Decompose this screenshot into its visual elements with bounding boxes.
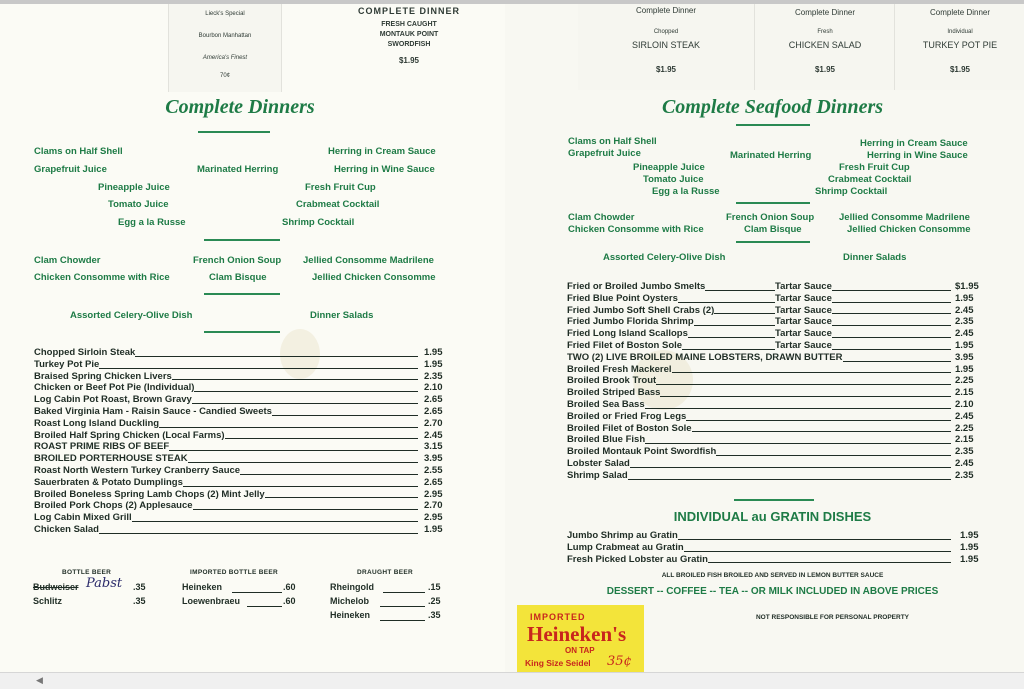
beer-schlitz-price: .35 bbox=[133, 596, 146, 606]
header-chicken-title: Complete Dinner bbox=[794, 8, 856, 17]
seafood-row-name: TWO (2) LIVE BROILED MAINE LOBSTERS, DRAWN BUTTER bbox=[567, 351, 843, 363]
app-clams: Clams on Half Shell bbox=[34, 146, 123, 157]
leader-line bbox=[247, 606, 282, 607]
dinner-salads: Dinner Salads bbox=[310, 310, 374, 321]
seafood-row-name: Fried Jumbo Soft Shell Crabs (2) bbox=[567, 304, 715, 316]
entree-row bbox=[34, 418, 450, 430]
leader-line bbox=[684, 551, 951, 552]
leader-line bbox=[272, 415, 418, 416]
seafood-row-sauce: Tartar Sauce bbox=[775, 304, 832, 316]
leader-line bbox=[686, 420, 951, 421]
apps-rule bbox=[204, 239, 280, 241]
app-marinated-herring: Marinated Herring bbox=[197, 164, 279, 175]
document-viewer bbox=[0, 4, 1024, 672]
entree-row-name: Log Cabin Pot Roast, Brown Gravy bbox=[34, 394, 192, 406]
app-egg-russe: Egg a la Russe bbox=[118, 217, 186, 228]
gratin-row bbox=[567, 530, 981, 542]
beer-heineken-draught: Heineken bbox=[330, 610, 371, 620]
seafood-row bbox=[567, 281, 981, 293]
leader-line bbox=[192, 403, 418, 404]
ad-imported: IMPORTED bbox=[530, 612, 586, 622]
app-pineapple: Pineapple Juice bbox=[633, 162, 705, 173]
entree-row-name: Broiled Half Spring Chicken (Local Farms) bbox=[34, 429, 225, 441]
entree-row-price: 2.35 bbox=[424, 370, 443, 382]
entree-row bbox=[34, 347, 450, 359]
leader-line bbox=[265, 497, 418, 498]
entree-row-name: Braised Spring Chicken Livers bbox=[34, 370, 172, 382]
header-sirloin-title: Complete Dinner bbox=[635, 6, 697, 15]
leader-line bbox=[188, 462, 418, 463]
leader-line bbox=[99, 368, 418, 369]
app-egg-russe: Egg a la Russe bbox=[652, 186, 720, 197]
entree-row-price: 2.45 bbox=[424, 429, 443, 441]
app-shrimp-cocktail: Shrimp Cocktail bbox=[282, 217, 355, 228]
app-tomato: Tomato Juice bbox=[643, 174, 704, 185]
entree-row bbox=[34, 500, 450, 512]
entree-row-name: Log Cabin Mixed Grill bbox=[34, 512, 132, 524]
leader-line bbox=[832, 290, 951, 291]
seafood-row-name: Fried Jumbo Florida Shrimp bbox=[567, 316, 694, 328]
seafood-row bbox=[567, 352, 981, 364]
seafood-row-sauce: Tartar Sauce bbox=[775, 339, 832, 351]
entree-row-price: 2.70 bbox=[424, 417, 443, 429]
beer-loewenbraeu: Loewenbraeu bbox=[182, 596, 241, 606]
entree-row-name: Chicken Salad bbox=[34, 523, 99, 535]
salads-rule bbox=[204, 331, 280, 333]
seafood-row bbox=[567, 434, 981, 446]
soup-clam-bisque: Clam Bisque bbox=[209, 272, 267, 283]
leader-line bbox=[132, 521, 418, 522]
seafood-row bbox=[567, 305, 981, 317]
beer-rheingold: Rheingold bbox=[330, 582, 374, 592]
leader-line bbox=[682, 349, 775, 350]
entree-row-price: 2.65 bbox=[424, 476, 443, 488]
entree-row-name: Turkey Pot Pie bbox=[34, 358, 100, 370]
gratin-row-name: Fresh Picked Lobster au Gratin bbox=[567, 553, 708, 565]
leader-line bbox=[194, 391, 418, 392]
soup-jellied-madrilene: Jellied Consomme Madrilene bbox=[303, 255, 434, 266]
seafood-row bbox=[567, 411, 981, 423]
header-sirloin-item: SIRLOIN STEAK bbox=[631, 40, 701, 50]
entree-row-price: 2.70 bbox=[424, 500, 443, 512]
left-section-title: Complete Dinners bbox=[165, 96, 315, 118]
beer-loewenbraeu-price: .60 bbox=[283, 596, 296, 606]
seafood-row-sauce: Tartar Sauce bbox=[775, 328, 832, 340]
soups-rule bbox=[204, 293, 280, 295]
beer-heineken-bottle-price: .60 bbox=[283, 582, 296, 592]
app-fruit-cup: Fresh Fruit Cup bbox=[305, 182, 376, 193]
header-line-1: FRESH CAUGHT bbox=[381, 21, 437, 28]
title-rule bbox=[198, 131, 270, 133]
seafood-row bbox=[567, 328, 981, 340]
imported-beer-heading: IMPORTED BOTTLE BEER bbox=[190, 569, 278, 576]
seafood-row bbox=[567, 340, 981, 352]
leader-line bbox=[694, 325, 775, 326]
seafood-row bbox=[567, 293, 981, 305]
seafood-row-name: Shrimp Salad bbox=[567, 469, 628, 481]
entree-row-price: 2.65 bbox=[424, 394, 443, 406]
ad-price: 35¢ bbox=[607, 654, 632, 669]
header-special-line-2: Bourbon Manhattan bbox=[198, 33, 252, 39]
seafood-row-price: 2.25 bbox=[955, 422, 974, 434]
beer-michelob: Michelob bbox=[330, 596, 370, 606]
soup-clam-chowder: Clam Chowder bbox=[34, 255, 101, 266]
app-crabmeat: Crabmeat Cocktail bbox=[828, 174, 912, 185]
seafood-row-price: 2.35 bbox=[955, 469, 974, 481]
entree-row-price: 3.95 bbox=[424, 453, 443, 465]
entree-row-name: Roast North Western Turkey Cranberry Sauce bbox=[34, 464, 241, 476]
beer-heineken-draught-price: .35 bbox=[428, 610, 441, 620]
soup-clam-bisque: Clam Bisque bbox=[744, 224, 802, 235]
bottle-beer-heading: BOTTLE BEER bbox=[62, 569, 112, 576]
entree-row-name: ROAST PRIME RIBS OF BEEF bbox=[34, 441, 170, 453]
seafood-row bbox=[567, 423, 981, 435]
menu-page-left bbox=[0, 4, 505, 672]
header-box-sirloin bbox=[578, 4, 755, 90]
leader-line bbox=[832, 337, 951, 338]
seafood-row-name: Broiled Montauk Point Swordfish bbox=[567, 446, 717, 458]
header-chicken-price: $1.95 bbox=[814, 65, 836, 74]
leader-line bbox=[628, 479, 951, 480]
seafood-row-name: Fried Filet of Boston Sole bbox=[567, 339, 683, 351]
header-turkey-title: Complete Dinner bbox=[929, 8, 991, 17]
seafood-row-price: 2.35 bbox=[955, 316, 974, 328]
header-box-turkey bbox=[894, 4, 1024, 90]
header-special-line-1: Lieck's Special bbox=[205, 11, 245, 17]
ad-king-size: King Size Seidel bbox=[525, 658, 591, 668]
seafood-row-name: Broiled Brook Trout bbox=[567, 375, 657, 387]
seafood-row bbox=[567, 387, 981, 399]
seafood-row-name: Fried Long Island Scallops bbox=[567, 328, 688, 340]
header-special-price: 70¢ bbox=[219, 73, 230, 79]
entree-list bbox=[34, 347, 450, 536]
leader-line bbox=[656, 384, 951, 385]
scroll-left-arrow-icon[interactable]: ◀ bbox=[36, 675, 43, 685]
leader-line bbox=[672, 372, 951, 373]
header-box-chicken bbox=[754, 4, 896, 90]
gratin-title: INDIVIDUAL au GRATIN DISHES bbox=[673, 509, 872, 524]
seafood-list bbox=[567, 281, 981, 482]
entree-row bbox=[34, 453, 450, 465]
soups-rule bbox=[736, 241, 810, 243]
leader-line bbox=[240, 474, 418, 475]
entree-row-name: Chicken or Beef Pot Pie (Individual) bbox=[34, 382, 195, 394]
entree-row-price: 2.65 bbox=[424, 405, 443, 417]
celery-olive: Assorted Celery-Olive Dish bbox=[603, 252, 726, 263]
leader-line bbox=[159, 427, 418, 428]
leader-line bbox=[383, 592, 425, 593]
seafood-row-name: Broiled Fresh Mackerel bbox=[567, 363, 672, 375]
seafood-row bbox=[567, 446, 981, 458]
seafood-row-price: 3.95 bbox=[955, 351, 974, 363]
entree-row-price: 1.95 bbox=[424, 347, 443, 358]
soup-chicken-consomme: Chicken Consomme with Rice bbox=[568, 224, 704, 235]
beer-heineken-bottle: Heineken bbox=[182, 582, 223, 592]
seafood-row bbox=[567, 458, 981, 470]
soup-clam-chowder: Clam Chowder bbox=[568, 212, 635, 223]
app-tomato: Tomato Juice bbox=[108, 199, 169, 210]
leader-line bbox=[714, 313, 775, 314]
note-dessert: DESSERT -- COFFEE -- TEA -- OR MILK INCLUDED IN ABOVE PRICES bbox=[606, 586, 939, 597]
leader-line bbox=[678, 539, 951, 540]
gratin-row-name: Jumbo Shrimp au Gratin bbox=[567, 530, 678, 541]
seafood-row-name: Broiled or Fried Frog Legs bbox=[567, 410, 687, 422]
entree-row bbox=[34, 430, 450, 442]
soup-jellied-chicken: Jellied Chicken Consomme bbox=[847, 224, 971, 235]
leader-line bbox=[172, 379, 418, 380]
entree-row-name: Broiled Pork Chops (2) Applesauce bbox=[34, 500, 193, 512]
leader-line bbox=[705, 290, 775, 291]
app-grapefruit: Grapefruit Juice bbox=[34, 164, 107, 175]
gratin-row-price: 1.95 bbox=[960, 530, 979, 541]
entree-row-price: 1.95 bbox=[424, 358, 443, 370]
seafood-row-price: 2.45 bbox=[955, 410, 974, 422]
entree-row-name: Sauerbraten & Potato Dumplings bbox=[34, 476, 183, 488]
gratin-row-price: 1.95 bbox=[960, 541, 979, 553]
seafood-row-price: 2.45 bbox=[955, 457, 974, 469]
leader-line bbox=[183, 486, 418, 487]
seafood-row-name: Broiled Filet of Boston Sole bbox=[567, 422, 692, 434]
soup-jellied-chicken: Jellied Chicken Consomme bbox=[312, 272, 436, 283]
app-crabmeat: Crabmeat Cocktail bbox=[296, 199, 380, 210]
leader-line bbox=[232, 592, 282, 593]
header-sirloin-sub: Chopped bbox=[653, 29, 679, 35]
app-herring-cream: Herring in Cream Sauce bbox=[328, 146, 436, 157]
leader-line bbox=[380, 606, 425, 607]
header-complete-dinner-box bbox=[330, 4, 488, 92]
header-special-line-3: America's Finest bbox=[202, 55, 248, 61]
header-line-3: SWORDFISH bbox=[387, 41, 431, 48]
seafood-row-price: 2.45 bbox=[955, 328, 974, 340]
leader-line bbox=[645, 443, 951, 444]
entree-row bbox=[34, 406, 450, 418]
seafood-row-name: Lobster Salad bbox=[567, 457, 630, 469]
entree-row-name: Chopped Sirloin Steak bbox=[34, 347, 136, 358]
leader-line bbox=[99, 533, 418, 534]
handwritten-pabst: Pabst bbox=[86, 576, 123, 591]
seafood-row-price: $1.95 bbox=[955, 281, 979, 292]
gratin-rule bbox=[734, 499, 814, 501]
seafood-row-name: Broiled Striped Bass bbox=[567, 387, 661, 399]
app-marinated-herring: Marinated Herring bbox=[730, 150, 812, 161]
seafood-row-price: 1.95 bbox=[955, 339, 974, 351]
leader-line bbox=[832, 302, 951, 303]
seafood-row-sauce: Tartar Sauce bbox=[775, 281, 832, 292]
header-complete-dinner-title: COMPLETE DINNER bbox=[357, 6, 460, 16]
right-section-title: Complete Seafood Dinners bbox=[661, 96, 884, 118]
gratin-row-price: 1.95 bbox=[960, 553, 979, 565]
seafood-row-price: 2.15 bbox=[955, 387, 974, 399]
app-herring-cream: Herring in Cream Sauce bbox=[860, 138, 968, 149]
gratin-row-name: Lump Crabmeat au Gratin bbox=[567, 541, 684, 553]
header-chicken-item: CHICKEN SALAD bbox=[788, 40, 862, 50]
header-turkey-price: $1.95 bbox=[949, 65, 971, 74]
seafood-row-price: 2.10 bbox=[955, 398, 974, 410]
leader-line bbox=[678, 302, 775, 303]
seafood-row-name: Fried or Broiled Jumbo Smelts bbox=[567, 281, 706, 292]
app-grapefruit: Grapefruit Juice bbox=[568, 148, 641, 159]
seafood-row-price: 2.35 bbox=[955, 446, 974, 458]
header-turkey-sub: Individual bbox=[947, 29, 973, 35]
leader-line bbox=[708, 562, 951, 563]
seafood-row-price: 2.15 bbox=[955, 434, 974, 446]
leader-line bbox=[645, 408, 951, 409]
entree-row-name: Roast Long Island Duckling bbox=[34, 417, 160, 429]
entree-row-price: 2.10 bbox=[424, 382, 443, 394]
entree-row bbox=[34, 477, 450, 489]
leader-line bbox=[832, 349, 951, 350]
gratin-row bbox=[567, 554, 981, 566]
gratin-row bbox=[567, 542, 981, 554]
header-turkey-item: TURKEY POT PIE bbox=[922, 40, 998, 50]
entree-row bbox=[34, 489, 450, 501]
celery-olive: Assorted Celery-Olive Dish bbox=[70, 310, 193, 321]
seafood-row bbox=[567, 375, 981, 387]
header-special-box bbox=[168, 4, 282, 92]
entree-row bbox=[34, 465, 450, 477]
seafood-row-sauce: Tartar Sauce bbox=[775, 316, 832, 328]
entree-row-price: 2.95 bbox=[424, 488, 443, 500]
note-responsible: NOT RESPONSIBLE FOR PERSONAL PROPERTY bbox=[755, 614, 909, 621]
beer-budweiser: Budweiser bbox=[33, 582, 79, 592]
header-price: $1.95 bbox=[398, 56, 420, 65]
app-pineapple: Pineapple Juice bbox=[98, 182, 170, 193]
header-chicken-sub: Fresh bbox=[817, 29, 833, 35]
seafood-row-name: Fried Blue Point Oysters bbox=[567, 292, 678, 304]
leader-line bbox=[193, 509, 418, 510]
beer-schlitz: Schlitz bbox=[33, 596, 63, 606]
entree-row-price: 1.95 bbox=[424, 523, 443, 535]
beer-rheingold-price: .15 bbox=[428, 582, 441, 592]
soup-french-onion: French Onion Soup bbox=[193, 255, 282, 266]
header-line-2: MONTAUK POINT bbox=[379, 31, 439, 38]
leader-line bbox=[630, 467, 951, 468]
app-herring-wine: Herring in Wine Sauce bbox=[867, 150, 968, 161]
header-sirloin-price: $1.95 bbox=[655, 65, 677, 74]
horizontal-scrollbar[interactable] bbox=[0, 672, 1024, 689]
entree-row-name: Broiled Boneless Spring Lamb Chops (2) Mint Jelly bbox=[34, 488, 265, 500]
entree-row bbox=[34, 441, 450, 453]
leader-line bbox=[692, 431, 951, 432]
app-shrimp-cocktail: Shrimp Cocktail bbox=[815, 186, 888, 197]
seafood-row bbox=[567, 470, 981, 482]
seafood-row-name: Broiled Blue Fish bbox=[567, 434, 646, 446]
entree-row-name: Baked Virginia Ham - Raisin Sauce - Candied Sweets bbox=[34, 405, 272, 417]
entree-row-price: 3.15 bbox=[424, 441, 443, 453]
entree-row-name: BROILED PORTERHOUSE STEAK bbox=[34, 453, 188, 465]
beer-michelob-price: .25 bbox=[428, 596, 441, 606]
seafood-row bbox=[567, 316, 981, 328]
leader-line bbox=[688, 337, 775, 338]
entree-row bbox=[34, 359, 450, 371]
entree-row bbox=[34, 371, 450, 383]
soup-jellied-madrilene: Jellied Consomme Madrilene bbox=[839, 212, 970, 223]
leader-line bbox=[832, 313, 951, 314]
entree-row-price: 2.95 bbox=[424, 512, 443, 524]
leader-line bbox=[843, 361, 952, 362]
seafood-row-price: 1.95 bbox=[955, 292, 974, 304]
leader-line bbox=[380, 620, 425, 621]
app-herring-wine: Herring in Wine Sauce bbox=[334, 164, 435, 175]
dinner-salads: Dinner Salads bbox=[843, 252, 907, 263]
leader-line bbox=[716, 455, 951, 456]
app-clams: Clams on Half Shell bbox=[568, 136, 657, 147]
entree-row-price: 2.55 bbox=[424, 464, 443, 476]
seafood-row-price: 2.25 bbox=[955, 375, 974, 387]
ad-heineken: Heineken's bbox=[527, 622, 627, 646]
menu-page-right bbox=[505, 4, 1024, 672]
entree-row bbox=[34, 382, 450, 394]
note-broiled-fish: ALL BROILED FISH BROILED AND SERVED IN LEMON BUTTER SAUCE bbox=[661, 572, 884, 579]
leader-line bbox=[169, 450, 418, 451]
soup-french-onion: French Onion Soup bbox=[726, 212, 815, 223]
seafood-row-price: 1.95 bbox=[955, 363, 974, 375]
seafood-row-sauce: Tartar Sauce bbox=[775, 292, 832, 304]
beer-budweiser-price: .35 bbox=[133, 582, 146, 592]
entree-row bbox=[34, 394, 450, 406]
leader-line bbox=[660, 396, 951, 397]
entree-row bbox=[34, 512, 450, 524]
seafood-row bbox=[567, 399, 981, 411]
seafood-row-name: Broiled Sea Bass bbox=[567, 398, 645, 410]
leader-line bbox=[135, 356, 418, 357]
title-rule bbox=[736, 124, 810, 126]
gratin-list bbox=[567, 530, 981, 565]
apps-rule bbox=[736, 202, 810, 204]
soup-chicken-consomme: Chicken Consomme with Rice bbox=[34, 272, 170, 283]
leader-line bbox=[225, 438, 418, 439]
heineken-ad bbox=[517, 605, 644, 672]
ad-on-tap: ON TAP bbox=[565, 646, 595, 655]
entree-row bbox=[34, 524, 450, 536]
leader-line bbox=[832, 325, 951, 326]
app-fruit-cup: Fresh Fruit Cup bbox=[839, 162, 910, 173]
seafood-row bbox=[567, 364, 981, 376]
seafood-row-price: 2.45 bbox=[955, 304, 974, 316]
draught-beer-heading: DRAUGHT BEER bbox=[357, 569, 413, 576]
